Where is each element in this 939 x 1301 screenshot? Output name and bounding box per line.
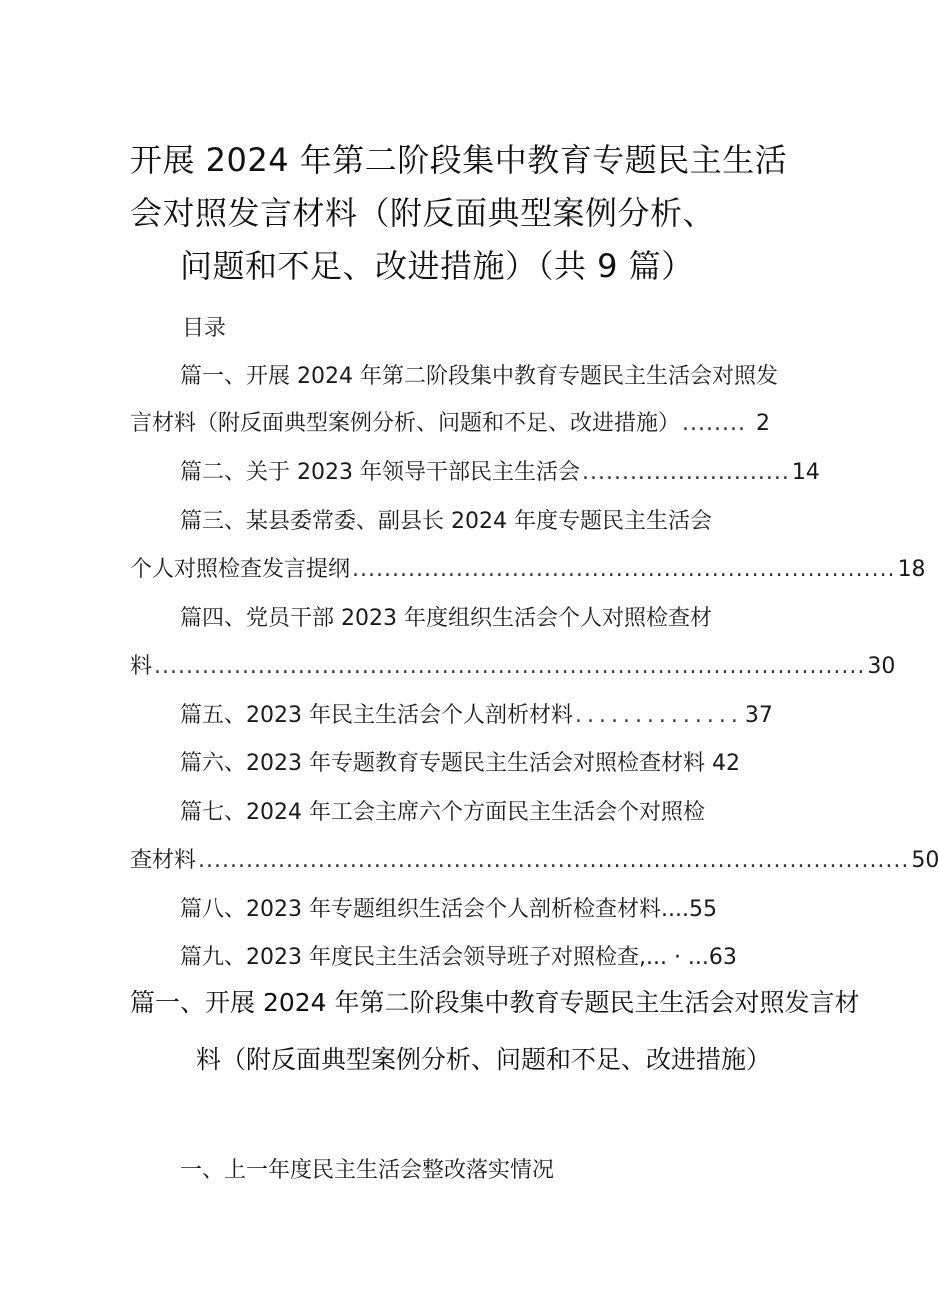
toc-entry-1-label: 言材料（附反面典型案例分析、问题和不足、改进措施） [130, 411, 681, 436]
toc-entry-3-line-2[interactable] [130, 556, 926, 584]
document-title-line-2: 会对照发言材料（附反面典型案例分析、 [130, 194, 716, 232]
toc-entry-1-page: 2 [756, 411, 770, 436]
toc-heading: 目录 [182, 316, 227, 341]
toc-entry-5-label: 篇五、2023 年民主生活会个人剖析材料 [180, 703, 573, 728]
toc-entry-3-line-1[interactable]: 篇三、某县委常委、副县长 2024 年度专题民主生活会 [180, 509, 712, 534]
section-title-line-1: 篇一、开展 2024 年第二阶段集中教育专题民主生活会对照发言材 [130, 988, 860, 1017]
toc-entry-2-leader: .......................... [581, 460, 790, 485]
toc-entry-4-line-2[interactable] [130, 653, 896, 681]
toc-entry-7-line-1[interactable]: 篇七、2024 年工会主席六个方面民主生活会个对照检 [180, 800, 705, 825]
toc-entry-7-label: 查材料 [130, 848, 197, 873]
toc-entry-3-page: 18 [897, 557, 926, 582]
toc-entry-7-page: 50 [911, 848, 939, 873]
toc-entry-7-line-2[interactable] [130, 847, 939, 875]
toc-entry-7-leader: ......................................................................................... [198, 848, 910, 873]
toc-entry-3-leader: .................................................................... [352, 557, 896, 582]
body-heading-1: 一、上一年度民主生活会整改落实情况 [180, 1158, 555, 1183]
toc-entry-3-label: 个人对照检查发言提纲 [130, 557, 351, 582]
toc-entry-4-line-1[interactable]: 篇四、党员干部 2023 年度组织生活会个人对照检查材 [180, 606, 712, 631]
toc-entry-4-page: 30 [867, 654, 896, 679]
toc-entry-1-line-2[interactable] [130, 410, 770, 438]
document-title-line-1: 开展 2024 年第二阶段集中教育专题民主生活 [130, 141, 788, 179]
toc-entry-4-label: 料 [130, 654, 153, 679]
toc-entry-1-leader: ........ [682, 411, 746, 436]
toc-entry-6[interactable]: 篇六、2023 年专题教育专题民主生活会对照检查材料 42 [180, 751, 740, 776]
section-title-line-2: 料（附反面典型案例分析、问题和不足、改进措施） [196, 1045, 772, 1074]
toc-entry-4-leader: ......................................................................................... [154, 654, 866, 679]
toc-entry-5-leader: .............. [574, 703, 743, 728]
toc-entry-2-label: 篇二、关于 2023 年领导干部民主生活会 [180, 460, 580, 485]
toc-entry-5[interactable] [180, 702, 773, 730]
toc-entry-2-page: 14 [791, 460, 820, 485]
toc-entry-8[interactable]: 篇八、2023 年专题组织生活会个人剖析检查材料....55 [180, 897, 717, 922]
toc-entry-2[interactable] [180, 459, 820, 487]
document-title-line-3: 问题和不足、改进措施）（共 9 篇） [180, 247, 694, 285]
toc-entry-5-page: 37 [744, 703, 773, 728]
toc-entry-9[interactable]: 篇九、2023 年度民主生活会领导班子对照检查,... · ...63 [180, 945, 737, 970]
toc-entry-1-line-1[interactable]: 篇一、开展 2024 年第二阶段集中教育专题民主生活会对照发 [180, 364, 778, 389]
